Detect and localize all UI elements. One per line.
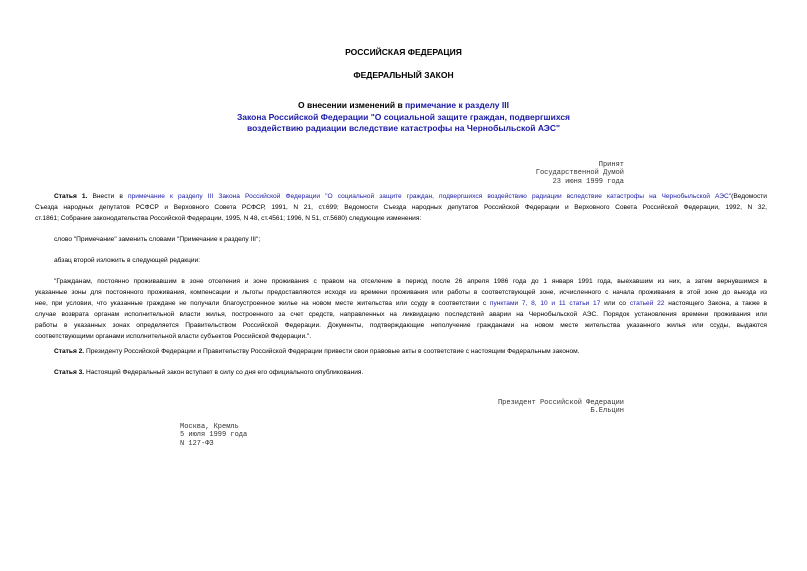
article-1-line-2: Съезда народных депутатов РСФСР и Верховного Совета РСФСР, 1991, N 21, ст.699; Ведомости Съезда народных депутатов Российской Федерации и Верховного Совета Российской Федерации, 1992, N 32, (35, 204, 767, 211)
quote-line-3 (35, 298, 767, 309)
change-1: слово "Примечание" заменить словами "Примечание к разделу III"; (54, 236, 261, 243)
quote-line-3-c: настоящего Закона, а также в (664, 300, 767, 307)
quote-line-3-a: нее, при условии, что указанные граждане не получали благоустроенное жилье на новом месте жительства или ссуду в соответствии с (35, 300, 490, 307)
quote-line-1: "Гражданам, постоянно проживавшим в зоне отселения и зоне проживания с правом на отселение в период после 26 апреля 1986 года до 1 января 1991 года, выехавшим из них, а затем вернувшимся в (54, 278, 767, 285)
quote-line-4: случае возврата органам исполнительной власти жилья, построенного за счет средств, направленных на ликвидацию последствий аварии на Чернобыльской АЭС. Порядок установления времени проживания или (35, 311, 767, 318)
article-3 (35, 367, 767, 378)
quote-line-6: соответствующими органами исполнительной власти субъектов Российской Федерации.". (35, 333, 312, 340)
article-2 (35, 346, 767, 357)
header-doc-type: ФЕДЕРАЛЬНЫЙ ЗАКОН (353, 70, 454, 80)
article-1-line-3: ст.1861; Собрание законодательства Российской Федерации, 1995, N 48, ст.4561; 1996, N 51, ст.5680) следующие изменения: (35, 215, 422, 222)
adopted-line-2: Государственной Думой (535, 169, 624, 178)
article-1 (35, 191, 767, 224)
place-line-1: Москва, Кремль (180, 423, 239, 431)
change-2: абзац второй изложить в следующей редакции: (54, 257, 201, 264)
signature-line-2: Б.Ельцин (590, 407, 624, 416)
adopted-block (536, 161, 624, 186)
article-2-text: Президенту Российской Федерации и Правительству Российской Федерации привести свои правовые акты в соответствие с настоящим Федеральным законом. (84, 348, 580, 355)
signature-line-1: Президент Российской Федерации (497, 399, 624, 407)
article-1-post: (Ведомости (731, 193, 767, 200)
article-3-text: Настоящий Федеральный закон вступает в силу со дня его официального опубликования. (84, 369, 364, 376)
article-1-label: Статья 1. (54, 193, 88, 200)
adopted-line-3: 23 июня 1999 года (552, 177, 624, 186)
title-text: О внесении изменений в (298, 100, 406, 110)
quote-block (35, 276, 767, 342)
title-link-law[interactable]: Закона Российской Федерации "О социальной защите граждан, подвергшихся воздействию радиации вследствие катастрофы на Чернобыльской АЭС" (236, 111, 571, 133)
place-date-block (180, 423, 247, 448)
adopted-line-1: Принят (598, 161, 624, 169)
article-1-pre: Внести в (87, 193, 128, 200)
article-2-label: Статья 2. (54, 348, 85, 355)
quote-link-article22[interactable]: статьей 22 (629, 300, 665, 307)
title-link-note[interactable]: примечание к разделу III (405, 100, 509, 110)
place-line-3: N 127-ФЗ (180, 439, 214, 448)
header-country: РОССИЙСКАЯ ФЕДЕРАЦИЯ (345, 47, 462, 57)
article-3-label: Статья 3. (54, 369, 85, 376)
article-1-link[interactable]: примечание к разделу III Закона Российской Федерации "О социальной защите граждан, подвергшихся воздействию радиации вследствие катастрофы на Чернобыльской АЭС" (127, 193, 732, 200)
quote-line-2: указанные зоны для постоянного проживания, компенсации и льготы предоставляются исходя из времени проживания или работы в соответствующей зоне, исчисленного с начала проживания в этой зоне до выезда из (35, 289, 767, 296)
quote-line-3-b: или со (600, 300, 630, 307)
quote-link-points[interactable]: пунктами 7, 8, 10 и 11 статьи 17 (489, 300, 601, 307)
law-title (230, 100, 577, 135)
quote-line-5: работы в указанных зонах определяется Правительством Российской Федерации. Документы, подтверждающие неполучение гражданами на новом месте жительства указанного жилья или ссуды, выдаются (35, 322, 767, 329)
article-1-line-1 (35, 191, 767, 202)
signature-block (498, 399, 624, 416)
place-line-2: 5 июля 1999 года (180, 431, 248, 440)
